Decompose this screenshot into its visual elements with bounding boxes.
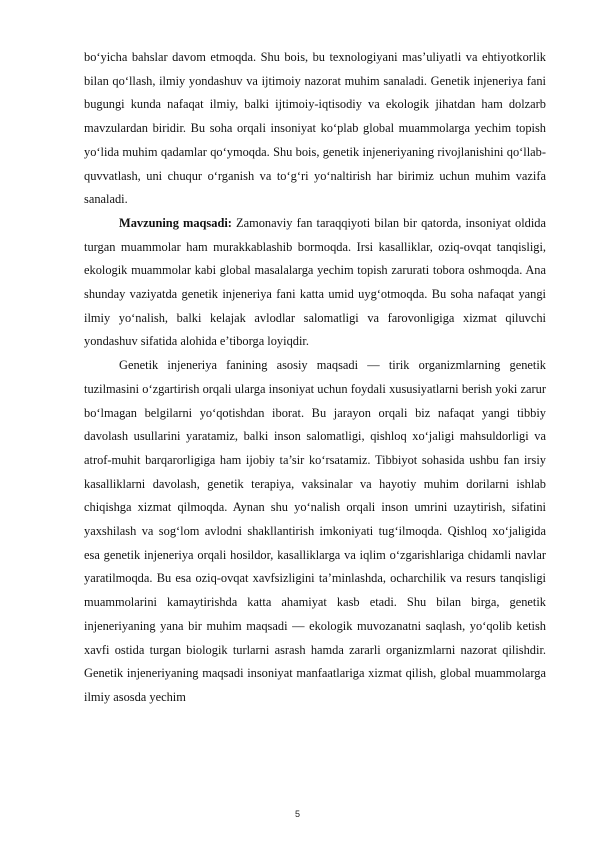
- paragraph-2-text: Zamonaviy fan taraqqiyoti bilan bir qatorda, insoniyat oldida turgan muammolar ham murakkablashib bormoqda. Irsi kasalliklar, oziq-ovqat tanqisligi, ekologik muammolar kabi global masalalarga yechim topish zarurati tobora oshmoqda. Ana shunday vaziyatda genetik injeneriya fani katta umid uyg‘otmoqda. Bu soha nafaqat yangi ilmiy yo‘nalish, balki kelajak avlodlar salomatligi va farovonligiga xizmat qiluvchi yondashuv sifatida alohida e’tiborga loyiqdir.: [84, 215, 546, 349]
- paragraph-3-text: Genetik injeneriya fanining asosiy maqsadi — tirik organizmlarning genetik tuzilmasini o‘zgartirish orqali ularga insoniyat uchun foydali xususiyatlarni berish yoki zarur bo‘lmagan belgilarni yo‘qotishdan iborat. Bu jarayon orqali biz nafaqat yangi tibbiy davolash usullarini yaratamiz, balki inson salomatligi, qishloq xo‘jaligi mahsuldorligi va atrof-muhit barqarorligiga ham ijobiy ta’sir ko‘rsatamiz. Tibbiyot sohasida ushbu fan irsiy kasalliklarni davolash, genetik terapiya, vaksinalar va hayotiy muhim dorilarni ishlab chiqishga xizmat qilmoqda. Aynan shu yo‘nalish orqali inson umrini uzaytirish, sifatini yaxshilash va sog‘lom avlodni shakllantirish imkoniyati tug‘ilmoqda. Qishloq xo‘jaligida esa genetik injeneriya orqali hosildor, kasalliklarga va iqlim o‘zgarishlariga chidamli navlar yaratilmoqda. Bu esa oziq-ovqat xavfsizligini ta’minlashda, ocharchilik va resurs tanqisligi muammolarini kamaytirishda katta ahamiyat kasb etadi. Shu bilan birga, genetik injeneriyaning yana bir muhim maqsadi — ekologik muvozanatni saqlash, yo‘qolib ketish xavfi ostida turgan biologik turlarni asrash hamda zararli organizmlarni nazorat qilishdir. Genetik injeneriyaning maqsadi insoniyat manfaatlariga xizmat qilish, global muammolarga ilmiy asosda yechim: [84, 358, 546, 704]
- document-page: [84, 46, 546, 710]
- paragraph-1-text: bo‘yicha bahslar davom etmoqda. Shu bois, bu texnologiyani mas’uliyatli va ehtiyotkorlik bilan qo‘llash, ilmiy yondashuv va ijtimoiy nazorat muhim sanaladi. Genetik injeneriya fani bugungi kunda nafaqat ilmiy, balki ijtimoiy-iqtisodiy va ekologik jihatdan ham dolzarb mavzulardan biridir. Bu soha orqali insoniyat ko‘plab global muammolarga yechim topish yo‘lida muhim qadamlar qo‘ymoqda. Shu bois, genetik injeneriyaning rivojlanishini qo‘llab-quvvatlash, uni chuqur o‘rganish va to‘g‘ri yo‘naltirish har birimiz uchun muhim vazifa sanaladi.: [84, 50, 546, 207]
- page-number: 5: [294, 809, 300, 819]
- paragraph-continuation: [84, 46, 546, 212]
- paragraph-2-lead-heading: Mavzuning maqsadi:: [119, 215, 232, 230]
- paragraph-topic-goal: [84, 212, 546, 354]
- paragraph-main-goal: [84, 354, 546, 710]
